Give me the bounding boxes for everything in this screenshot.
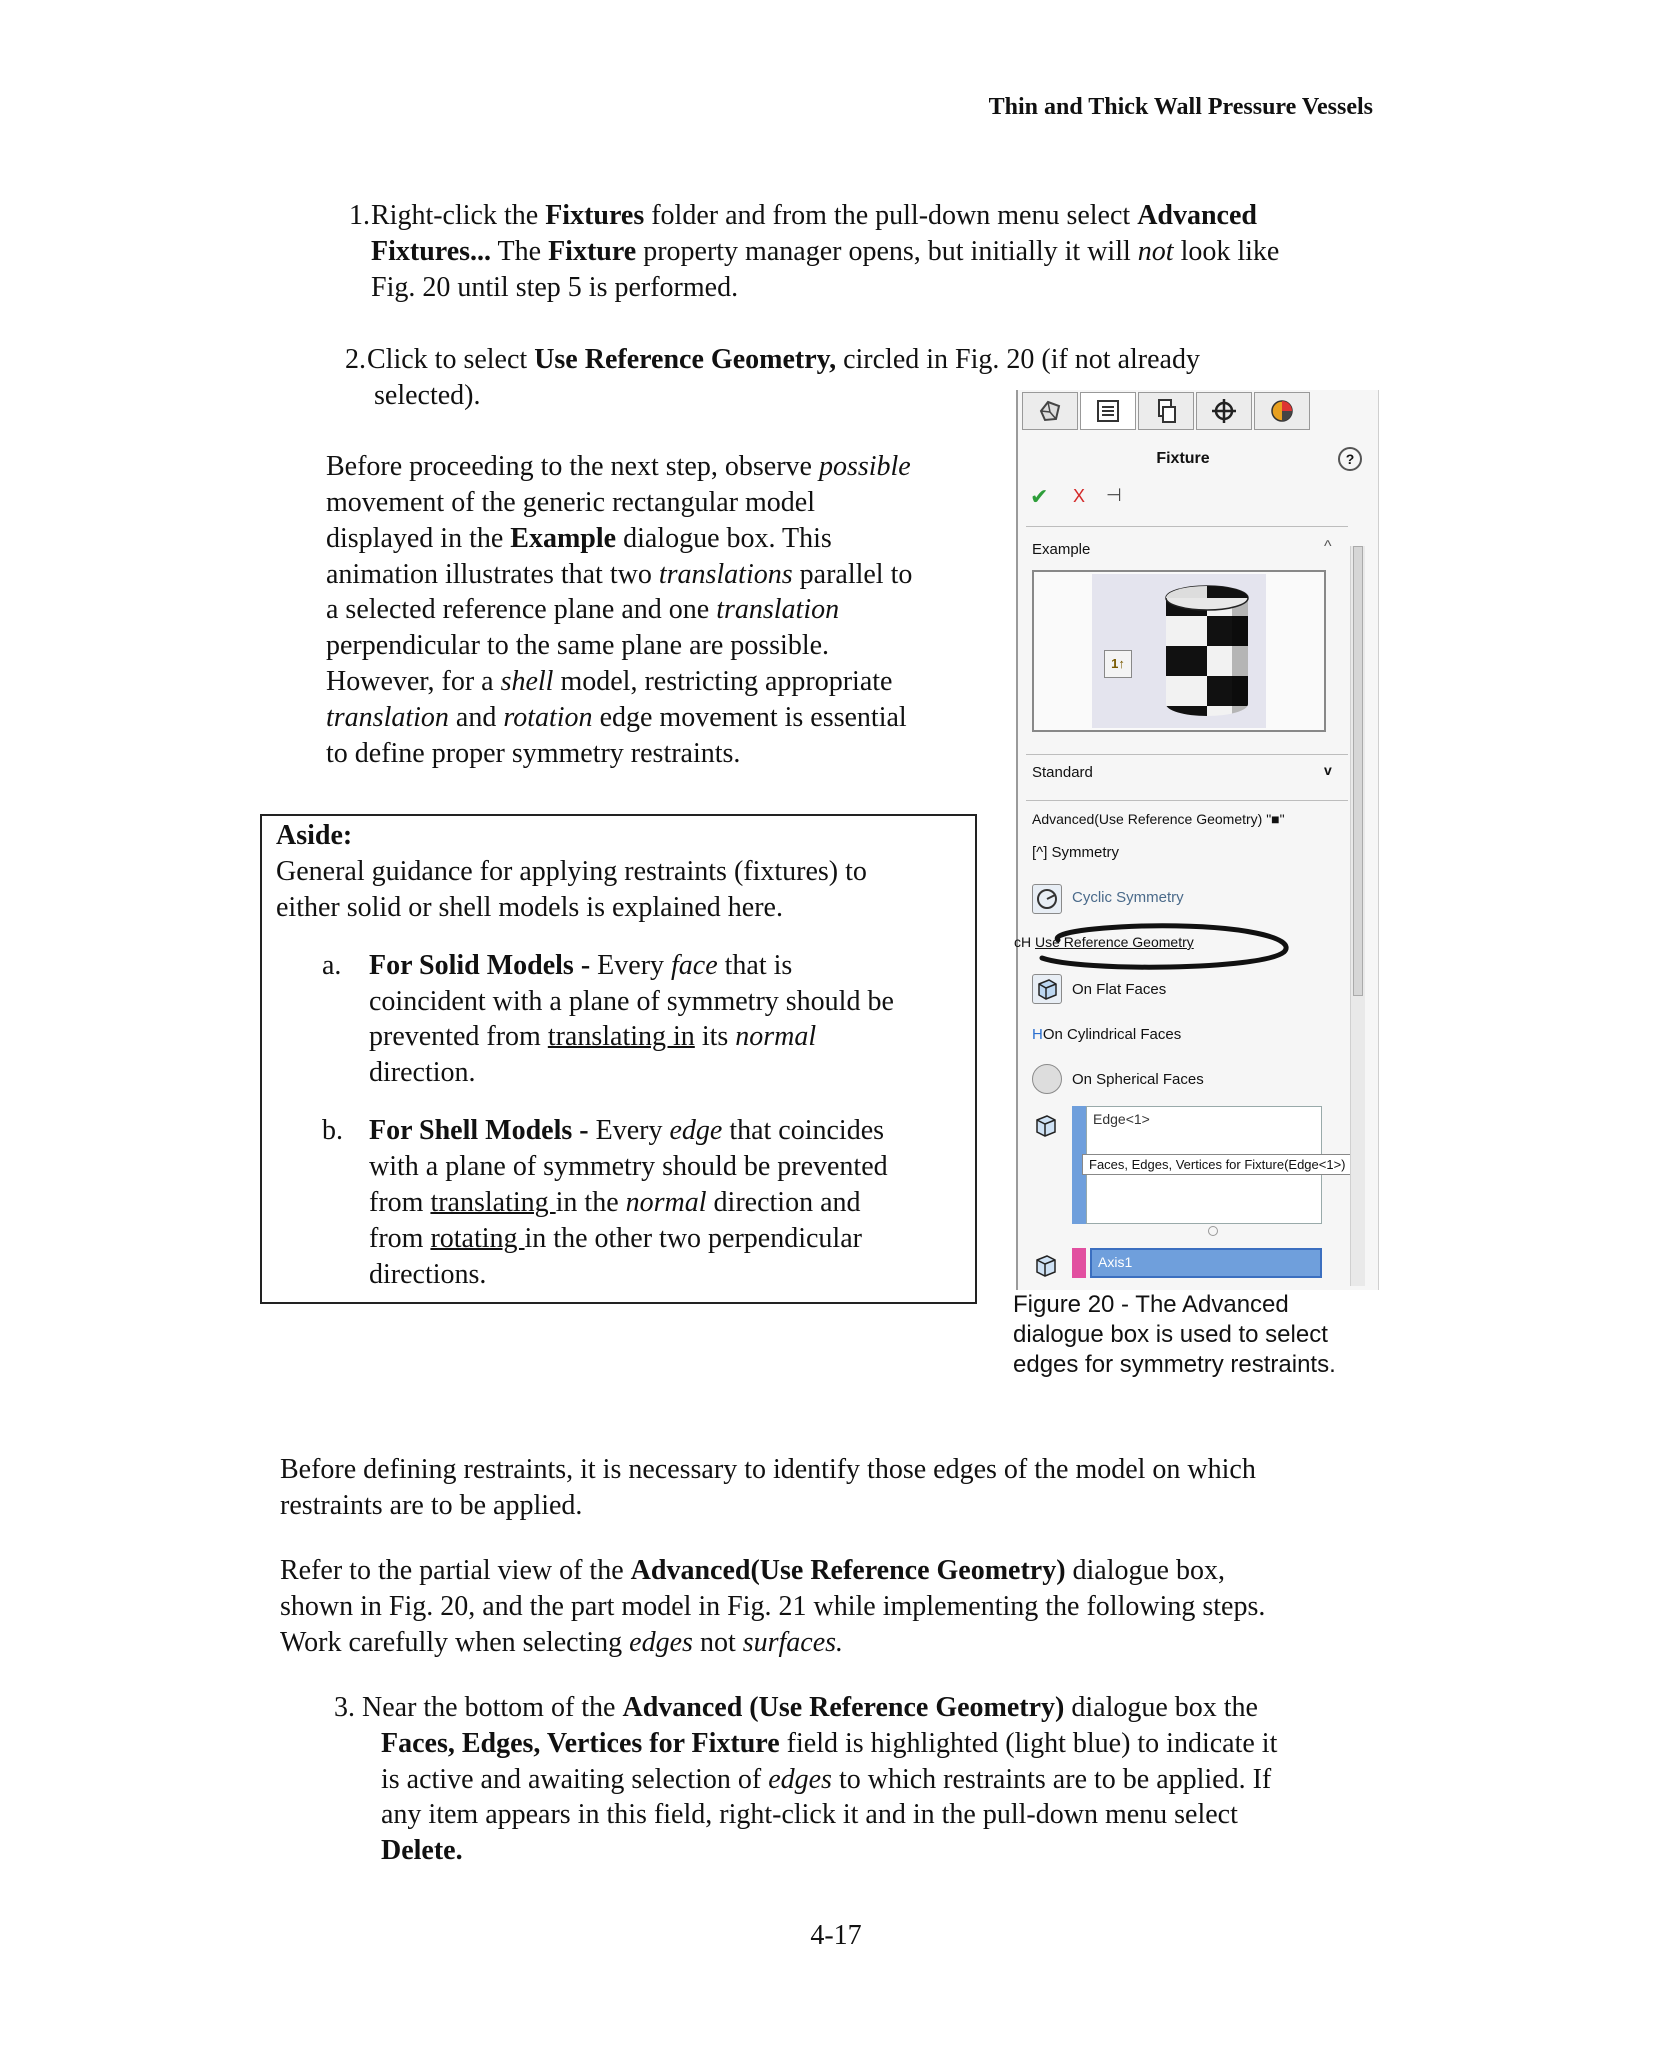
caption-line: Figure 20 - The Advanced bbox=[1013, 1291, 1289, 1318]
text-run: However, for a bbox=[326, 666, 501, 697]
figure-caption bbox=[1013, 1290, 1336, 1380]
text-run-bold: Advanced bbox=[1137, 200, 1257, 231]
on-flat-faces-option[interactable]: On Flat Faces bbox=[1072, 981, 1167, 998]
ok-button[interactable] bbox=[1030, 484, 1048, 510]
tab-dimxpert[interactable] bbox=[1196, 392, 1252, 430]
text-run: displayed in the bbox=[326, 523, 511, 554]
expand-chevron-icon[interactable]: v bbox=[1324, 762, 1332, 778]
example-preview bbox=[1032, 570, 1326, 732]
step-number: 1. bbox=[349, 200, 370, 231]
text-run: Before proceeding to the next step, observe bbox=[326, 451, 819, 482]
text-run: dialogue box. This bbox=[616, 523, 832, 554]
aside-a-line bbox=[369, 1019, 816, 1055]
text-run-underlined: translating in bbox=[547, 1021, 695, 1052]
text-run: Work carefully when selecting bbox=[280, 1627, 630, 1658]
aside-b-line: directions. bbox=[369, 1259, 487, 1290]
aside-title bbox=[276, 818, 352, 854]
text-run: its bbox=[694, 1021, 736, 1052]
text-run-underlined: translating bbox=[430, 1187, 556, 1218]
text-run-bold: Fixtures bbox=[545, 200, 645, 231]
text-run: model, restricting appropriate bbox=[553, 666, 893, 697]
selected-edge-item[interactable]: Edge<1> bbox=[1093, 1111, 1150, 1127]
checkered-cylinder-model bbox=[1162, 582, 1252, 722]
help-icon[interactable]: ? bbox=[1338, 447, 1362, 471]
text-run: direction and bbox=[706, 1187, 861, 1218]
step3-line bbox=[381, 1726, 1277, 1762]
text-run: prevented from bbox=[369, 1021, 548, 1052]
body-line: Before defining restraints, it is necessary to identify those edges of the model on which bbox=[280, 1454, 1256, 1485]
option-prefix: cH bbox=[1014, 934, 1032, 950]
text-run: Near the bottom of the bbox=[355, 1692, 623, 1723]
text-run-bold: Example bbox=[510, 523, 617, 554]
text-run: circled in Fig. 20 (if not already bbox=[836, 344, 1200, 375]
highlight-circle bbox=[1022, 918, 1302, 974]
scrollbar-thumb[interactable] bbox=[1353, 546, 1363, 996]
text-run: The bbox=[491, 236, 549, 267]
text-run: field is highlighted (light blue) to indicate it bbox=[779, 1728, 1278, 1759]
observe-line bbox=[326, 700, 907, 736]
option-prefix: H bbox=[1032, 1026, 1043, 1043]
on-cylindrical-faces-option[interactable] bbox=[1032, 1026, 1181, 1043]
aside-b-line bbox=[369, 1113, 884, 1149]
text-run-bold: Advanced (Use Reference Geometry) bbox=[622, 1692, 1065, 1723]
step-number: 2. bbox=[345, 344, 366, 375]
aside-b-line bbox=[369, 1185, 861, 1221]
text-run: dialogue box the bbox=[1064, 1692, 1258, 1723]
text-run: dialogue box, bbox=[1065, 1555, 1225, 1586]
step3-line: any item appears in this field, right-click it and in the pull-down menu select bbox=[381, 1799, 1238, 1830]
text-run-bold: For Solid Models - bbox=[369, 950, 598, 981]
aside-b-line: with a plane of symmetry should be prevented bbox=[369, 1151, 888, 1182]
observe-line: perpendicular to the same plane are possible. bbox=[326, 630, 830, 661]
text-run-italic: surfaces. bbox=[742, 1627, 844, 1658]
text-run-italic: possible bbox=[818, 451, 911, 482]
body-line: shown in Fig. 20, and the part model in Fig. 21 while implementing the following steps. bbox=[280, 1591, 1266, 1622]
text-run-underlined: rotating bbox=[430, 1223, 525, 1254]
standard-section-header[interactable]: Standard bbox=[1032, 764, 1093, 781]
body-line bbox=[280, 1625, 843, 1661]
step3-line bbox=[334, 1690, 1258, 1726]
text-run: from bbox=[369, 1223, 431, 1254]
axis-field[interactable] bbox=[1090, 1248, 1322, 1278]
direction-arrow-icon: 1↑ bbox=[1104, 650, 1132, 678]
dialog-scrollbar[interactable] bbox=[1350, 546, 1365, 1286]
text-run-italic: shell bbox=[500, 666, 554, 697]
observe-line bbox=[326, 664, 892, 700]
text-run: not bbox=[692, 1627, 743, 1658]
flat-faces-icon bbox=[1032, 974, 1062, 1004]
text-run-italic: edges bbox=[768, 1764, 832, 1795]
text-run-italic: edge bbox=[669, 1115, 723, 1146]
axis-field-indicator bbox=[1072, 1248, 1086, 1278]
edge-selection-icon bbox=[1032, 1112, 1060, 1140]
observe-line bbox=[326, 557, 912, 593]
observe-line: movement of the generic rectangular model bbox=[326, 487, 816, 518]
option-label: Use Reference Geometry bbox=[1035, 934, 1194, 950]
text-run-bold: Fixture bbox=[548, 236, 637, 267]
text-run: parallel to bbox=[792, 559, 913, 590]
cancel-icon: X bbox=[1073, 486, 1086, 506]
body-line: restraints are to be applied. bbox=[280, 1490, 583, 1521]
aside-a-line: coincident with a plane of symmetry should be bbox=[369, 986, 894, 1017]
text-run: Right-click the bbox=[371, 200, 546, 231]
selected-axis-item[interactable]: Axis1 bbox=[1098, 1254, 1133, 1270]
step1-line2 bbox=[371, 234, 1279, 270]
text-run-bold: Delete. bbox=[381, 1835, 463, 1866]
field-tooltip: Faces, Edges, Vertices for Fixture(Edge<1>) bbox=[1082, 1154, 1353, 1175]
text-run-bold: Fixtures... bbox=[371, 236, 492, 267]
aside-item-label: a. bbox=[322, 950, 342, 981]
text-run-bold: Use Reference Geometry, bbox=[534, 344, 837, 375]
aside-title-text: Aside: bbox=[276, 820, 353, 851]
divider bbox=[1026, 754, 1348, 755]
text-run-italic: edges bbox=[629, 1627, 693, 1658]
preview-viewport bbox=[1092, 574, 1266, 728]
aside-item-label: b. bbox=[322, 1115, 343, 1146]
step3-line bbox=[381, 1762, 1271, 1798]
property-list-icon bbox=[1094, 397, 1122, 425]
aside-b-line bbox=[369, 1221, 862, 1257]
axis-selection-icon bbox=[1032, 1252, 1060, 1280]
step2-line2: selected). bbox=[374, 380, 481, 411]
text-run: Every bbox=[597, 950, 672, 981]
running-header: Thin and Thick Wall Pressure Vessels bbox=[988, 94, 1373, 120]
text-run: a selected reference plane and one bbox=[326, 594, 717, 625]
text-run-italic: translation bbox=[716, 594, 840, 625]
collapse-chevron-icon[interactable]: ^ bbox=[1324, 538, 1332, 555]
check-icon: ✔ bbox=[1030, 484, 1049, 509]
dialog-title: Fixture bbox=[1156, 450, 1210, 467]
text-run-italic: rotation bbox=[503, 702, 593, 733]
text-run-italic: normal bbox=[625, 1187, 707, 1218]
example-section-header[interactable]: Example bbox=[1032, 541, 1091, 558]
tab-feature-manager[interactable] bbox=[1022, 392, 1078, 430]
observe-line bbox=[326, 592, 839, 628]
step1-line1 bbox=[371, 198, 1257, 234]
crosshair-icon bbox=[1210, 397, 1238, 425]
tab-configuration-manager[interactable] bbox=[1138, 392, 1194, 430]
aside-line: General guidance for applying restraints (fixtures) to bbox=[276, 856, 867, 887]
cancel-button[interactable] bbox=[1073, 486, 1085, 507]
text-run: look like bbox=[1173, 236, 1280, 267]
text-run: folder and from the pull-down menu select bbox=[644, 200, 1138, 231]
text-run: Every bbox=[595, 1115, 670, 1146]
cyclic-symmetry-icon bbox=[1032, 884, 1062, 914]
pushpin-button[interactable] bbox=[1106, 485, 1122, 506]
aside-a-line: direction. bbox=[369, 1057, 476, 1088]
tab-display-manager[interactable] bbox=[1254, 392, 1310, 430]
on-spherical-faces-option[interactable]: On Spherical Faces bbox=[1072, 1071, 1204, 1088]
text-run: Refer to the partial view of the bbox=[280, 1555, 631, 1586]
property-manager-tabs bbox=[1018, 392, 1354, 432]
caption-line: dialogue box is used to select bbox=[1013, 1321, 1328, 1348]
spherical-faces-icon bbox=[1032, 1064, 1062, 1094]
caption-line: edges for symmetry restraints. bbox=[1013, 1351, 1336, 1378]
text-run-italic: translation bbox=[326, 702, 449, 733]
observe-line: to define proper symmetry restraints. bbox=[326, 738, 741, 769]
text-run: that is bbox=[717, 950, 793, 981]
text-run: in the other two perpendicular bbox=[524, 1223, 862, 1254]
text-run-bold: Advanced(Use Reference Geometry) bbox=[630, 1555, 1066, 1586]
aside-a-line bbox=[369, 948, 792, 984]
resize-handle[interactable] bbox=[1208, 1226, 1218, 1236]
fixture-property-manager bbox=[1016, 390, 1379, 1290]
step-number: 3. bbox=[334, 1692, 355, 1723]
page-number: 4-17 bbox=[810, 1920, 862, 1951]
appearance-icon bbox=[1268, 397, 1296, 425]
step1-line3: Fig. 20 until step 5 is performed. bbox=[371, 272, 739, 303]
text-run-italic: not bbox=[1137, 236, 1174, 267]
text-run: edge movement is essential bbox=[592, 702, 907, 733]
pushpin-icon: ⊣ bbox=[1106, 485, 1122, 505]
body-line bbox=[280, 1553, 1225, 1589]
text-run: to which restraints are to be applied. If bbox=[831, 1764, 1272, 1795]
text-run-italic: face bbox=[671, 950, 718, 981]
text-run: property manager opens, but initially it will bbox=[636, 236, 1138, 267]
aside-line: either solid or shell models is explained here. bbox=[276, 892, 783, 923]
option-label: On Cylindrical Faces bbox=[1042, 1026, 1182, 1043]
cyclic-symmetry-option[interactable]: Cyclic Symmetry bbox=[1072, 889, 1184, 906]
text-run: and bbox=[448, 702, 504, 733]
text-run-italic: normal bbox=[735, 1021, 817, 1052]
text-run: Click to select bbox=[367, 344, 535, 375]
advanced-section-header[interactable]: Advanced(Use Reference Geometry) "■" bbox=[1032, 811, 1285, 827]
divider bbox=[1026, 526, 1348, 527]
step2-line1 bbox=[367, 342, 1200, 378]
part-icon bbox=[1036, 397, 1064, 425]
tab-property-manager[interactable] bbox=[1080, 392, 1136, 430]
configuration-icon bbox=[1152, 397, 1180, 425]
observe-line bbox=[326, 449, 911, 485]
observe-line bbox=[326, 521, 832, 557]
step3-line bbox=[381, 1833, 463, 1869]
text-run-italic: translations bbox=[658, 559, 793, 590]
divider bbox=[1026, 800, 1348, 801]
text-run: is active and awaiting selection of bbox=[381, 1764, 769, 1795]
text-run: animation illustrates that two bbox=[326, 559, 659, 590]
text-run: in the bbox=[555, 1187, 626, 1218]
symmetry-option[interactable]: [^] Symmetry bbox=[1032, 844, 1120, 861]
text-run-bold: Faces, Edges, Vertices for Fixture bbox=[381, 1728, 780, 1759]
text-run: that coincides bbox=[722, 1115, 885, 1146]
text-run-bold: For Shell Models - bbox=[369, 1115, 596, 1146]
text-run: from bbox=[369, 1187, 431, 1218]
